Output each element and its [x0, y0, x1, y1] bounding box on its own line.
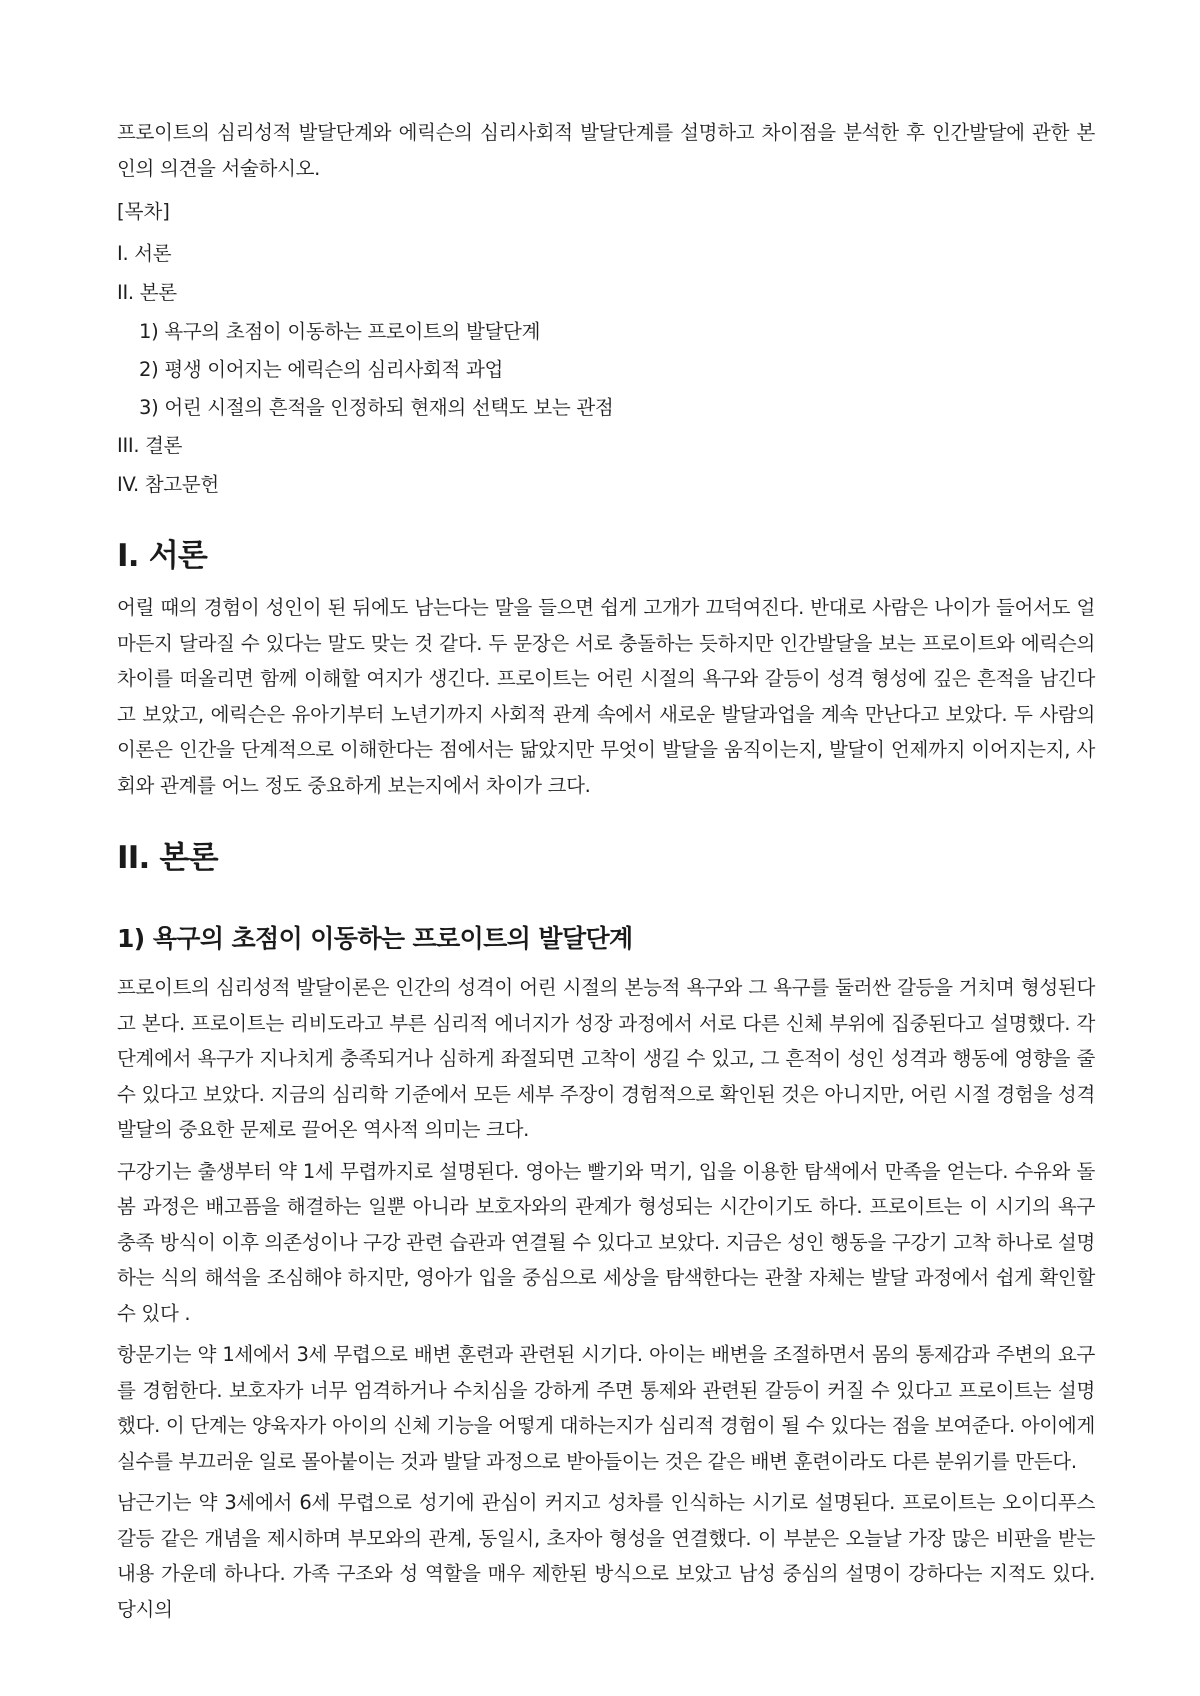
- toc-item-references: IV. 참고문헌: [117, 473, 219, 496]
- section-1-heading: 1) 욕구의 초점이 이동하는 프로이트의 발달단계: [117, 924, 633, 953]
- document-page: [117, 115, 1095, 1633]
- toc-item-body: II. 본론: [117, 281, 177, 304]
- toc-subitem-3: 3) 어린 시절의 흔적을 인정하되 현재의 선택도 보는 관점: [139, 396, 614, 419]
- section-1-paragraph: 항문기는 약 1세에서 3세 무렵으로 배변 훈련과 관련된 시기다. 아이는 배변을 조절하면서 몸의 통제감과 주변의 요구를 경험한다. 보호자가 너무 엄격하거나 수치심을 강하게 주면 통제와 관련된 갈등이 커질 수 있다고 프로이트는 설명했다. 이 단계는 양육자가 아이의 신체 기능을 어떻게 대하는지가 심리적 경험이 될 수 있다는 점을 보여준다. 아이에게 실수를 부끄러운 일로 몰아붙이는 것과 발달 과정으로 받아들이는 것은 같은 배변 훈련이라도 다른 분위기를 만든다.: [117, 1343, 1095, 1473]
- section-1-paragraph: 프로이트의 심리성적 발달이론은 인간의 성격이 어린 시절의 본능적 욕구와 그 욕구를 둘러싼 갈등을 거치며 형성된다고 본다. 프로이트는 리비도라고 부른 심리적 에너지가 성장 과정에서 서로 다른 신체 부위에 집중된다고 설명했다. 각 단계에서 욕구가 지나치게 충족되거나 심하게 좌절되면 고착이 생길 수 있고, 그 흔적이 성인 성격과 행동에 영향을 줄 수 있다고 보았다. 지금의 심리학 기준에서 모든 세부 주장이 경험적으로 확인된 것은 아니지만, 어린 시절 경험을 성격 발달의 중요한 문제로 끌어온 역사적 의미는 크다.: [117, 976, 1095, 1141]
- essay-question: 프로이트의 심리성적 발달단계와 에릭슨의 심리사회적 발달단계를 설명하고 차이점을 분석한 후 인간발달에 관한 본인의 의견을 서술하시오.: [117, 121, 1095, 180]
- toc-title: [목차]: [117, 200, 170, 223]
- table-of-contents: [117, 198, 1095, 499]
- body-heading: II. 본론: [117, 840, 218, 876]
- toc-subitem-1: 1) 욕구의 초점이 이동하는 프로이트의 발달단계: [139, 320, 541, 343]
- toc-subitem-2: 2) 평생 이어지는 에릭슨의 심리사회적 과업: [139, 358, 504, 381]
- intro-heading: I. 서론: [117, 538, 207, 574]
- intro-paragraph: 어릴 때의 경험이 성인이 된 뒤에도 남는다는 말을 들으면 쉽게 고개가 끄덕여진다. 반대로 사람은 나이가 들어서도 얼마든지 달라질 수 있다는 말도 맞는 것 같다. 두 문장은 서로 충돌하는 듯하지만 인간발달을 보는 프로이트와 에릭슨의 차이를 떠올리면 함께 이해할 여지가 생긴다. 프로이트는 어린 시절의 욕구와 갈등이 성격 형성에 깊은 흔적을 남긴다고 보았고, 에릭슨은 유아기부터 노년기까지 사회적 관계 속에서 새로운 발달과업을 계속 만난다고 보았다. 두 사람의 이론은 인간을 단계적으로 이해한다는 점에서는 닮았지만 무엇이 발달을 움직이는지, 발달이 언제까지 이어지는지, 사회와 관계를 어느 정도 중요하게 보는지에서 차이가 크다.: [117, 596, 1095, 797]
- section-1-paragraph: 구강기는 출생부터 약 1세 무렵까지로 설명된다. 영아는 빨기와 먹기, 입을 이용한 탐색에서 만족을 얻는다. 수유와 돌봄 과정은 배고픔을 해결하는 일뿐 아니라 보호자와의 관계가 형성되는 시간이기도 하다. 프로이트는 이 시기의 욕구 충족 방식이 이후 의존성이나 구강 관련 습관과 연결될 수 있다고 보았다. 지금은 성인 행동을 구강기 고착 하나로 설명하는 식의 해석을 조심해야 하지만, 영아가 입을 중심으로 세상을 탐색한다는 관찰 자체는 발달 과정에서 쉽게 확인할 수 있다 .: [117, 1159, 1095, 1325]
- section-1-paragraph: 남근기는 약 3세에서 6세 무렵으로 성기에 관심이 커지고 성차를 인식하는 시기로 설명된다. 프로이트는 오이디푸스 갈등 같은 개념을 제시하며 부모와의 관계, 동일시, 초자아 형성을 연결했다. 이 부분은 오늘날 가장 많은 비판을 받는 내용 가운데 하나다. 가족 구조와 성 역할을 매우 제한된 방식으로 보았고 남성 중심의 설명이 강하다는 지적도 있다. 당시의: [117, 1491, 1095, 1621]
- toc-item-conclusion: III. 결론: [117, 434, 183, 457]
- toc-item-intro: I. 서론: [117, 242, 172, 265]
